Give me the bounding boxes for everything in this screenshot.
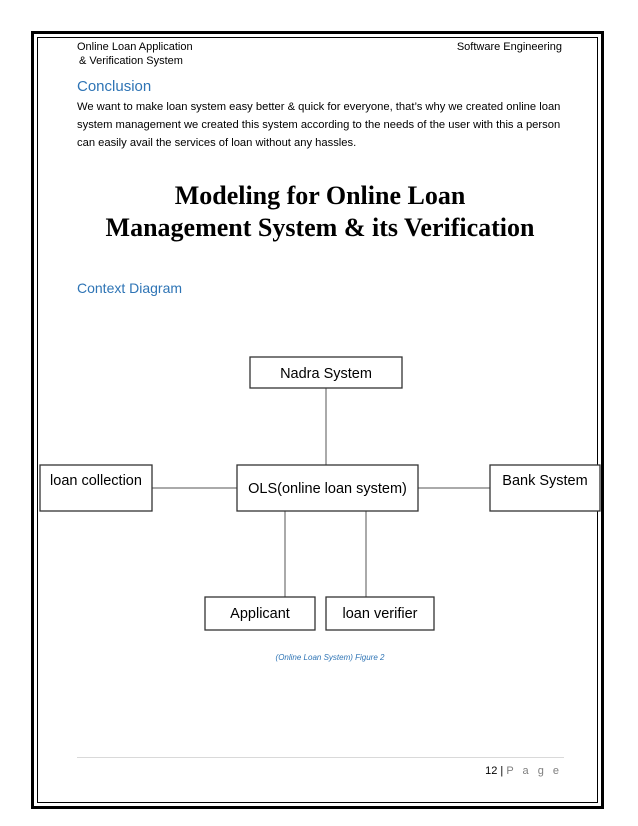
page-footer [485, 765, 562, 777]
conclusion-paragraph: We want to make loan system easy better & quick for everyone, that’s why we created online loan system management we created this system according to the needs of the user with this a person can easily avail the services of loan without any hassles. [77, 101, 561, 149]
node-applicant-label: Applicant [230, 606, 290, 622]
header-title-line1: Online Loan Application [77, 41, 193, 53]
node-nadra-system [250, 357, 402, 388]
header-title-line2: & Verification System [79, 55, 183, 67]
node-loan-collection-label: loan collection [50, 473, 142, 489]
footer-divider [77, 757, 564, 758]
page-number: 12 [485, 765, 498, 777]
page-label: P a g e [506, 765, 562, 777]
main-title-line2: Management System & its Verification [105, 213, 535, 242]
node-applicant [205, 597, 315, 630]
main-title-line1: Modeling for Online Loan [174, 181, 466, 210]
node-ols-label: OLS(online loan system) [248, 481, 407, 497]
node-ols [237, 465, 418, 511]
footer-separator: | [500, 765, 504, 777]
node-verifier-label: loan verifier [342, 606, 418, 622]
node-bank-system [490, 465, 600, 511]
conclusion-heading: Conclusion [77, 78, 152, 95]
figure-caption: (Online Loan System) Figure 2 [275, 653, 385, 662]
node-nadra-label: Nadra System [280, 366, 372, 382]
header-right: Software Engineering [456, 41, 562, 53]
context-diagram-heading: Context Diagram [77, 280, 183, 296]
node-loan-verifier [326, 597, 434, 630]
node-bank-label: Bank System [502, 473, 588, 489]
node-loan-collection [40, 465, 152, 511]
